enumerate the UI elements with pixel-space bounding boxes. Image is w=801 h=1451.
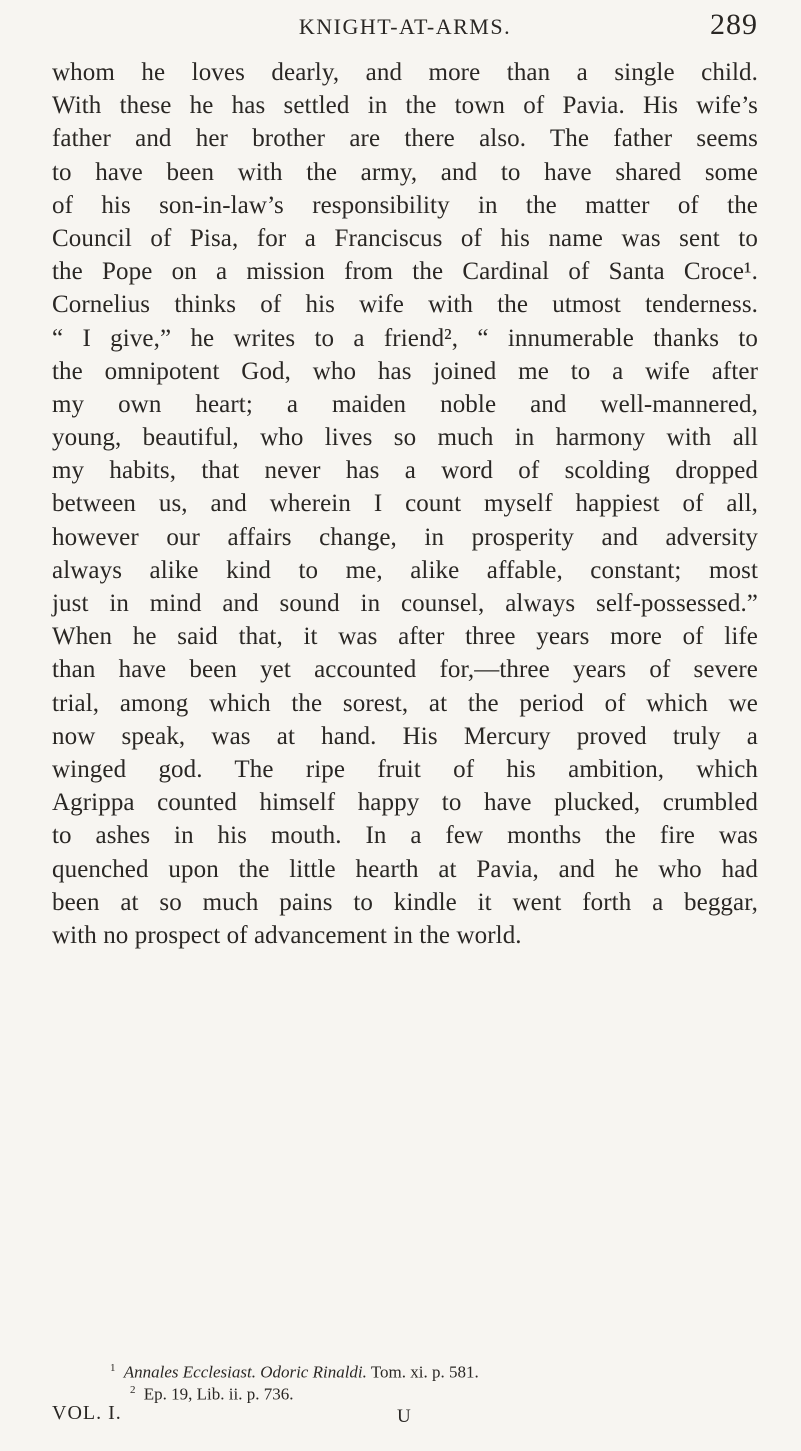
footnote-marker: 1: [110, 1362, 116, 1374]
running-head: [52, 8, 758, 40]
footnote-source: Annales Ecclesiast. Odoric Rinaldi.: [123, 1362, 367, 1382]
text-line: father and her brother are there also. The father seems: [52, 125, 758, 153]
text-line: now speak, was at hand. His Mercury proved truly a: [52, 722, 758, 750]
signature-mark: U: [397, 1406, 411, 1427]
text-line: With these he has settled in the town of Pavia. His wife’s: [52, 92, 758, 120]
text-line: to ashes in his mouth. In a few months the fire was: [52, 822, 758, 850]
text-line: young, beautiful, who lives so much in harmony with all: [52, 424, 758, 452]
text-line: than have been yet accounted for,—three years of severe: [52, 656, 758, 684]
text-line: quenched upon the little hearth at Pavia, and he who had: [52, 855, 758, 883]
footnote-marker: 2: [130, 1384, 136, 1396]
footnote-reference: Ep. 19, Lib. ii. p. 736.: [143, 1384, 294, 1404]
text-line: always alike kind to me, alike affable, constant; most: [52, 556, 758, 584]
text-line: however our affairs change, in prosperity and adversity: [52, 523, 758, 551]
footnote-1: [110, 1357, 750, 1382]
text-line: just in mind and sound in counsel, always self-possessed.”: [52, 590, 758, 617]
text-line: my habits, that never has a word of scolding dropped: [52, 457, 758, 485]
text-line: been at so much pains to kindle it went forth a beggar,: [52, 888, 758, 916]
footnote-reference: Tom. xi. p. 581.: [370, 1362, 479, 1382]
text-line: trial, among which the sorest, at the period of which we: [52, 689, 758, 717]
footnote-2: [110, 1379, 750, 1404]
text-line: the omnipotent God, who has joined me to a wife after: [52, 357, 758, 385]
text-line: Council of Pisa, for a Franciscus of his name was sent to: [52, 224, 758, 252]
text-line: of his son-in-law’s responsibility in the matter of the: [52, 191, 758, 219]
text-line: the Pope on a mission from the Cardinal of Santa Croce¹.: [52, 258, 758, 286]
volume-mark: VOL. I.: [52, 1402, 122, 1424]
text-line: with no prospect of advancement in the world.: [52, 921, 522, 949]
running-title: KNIGHT-AT-ARMS.: [298, 14, 512, 39]
text-line: “ I give,” he writes to a friend², “ innumerable thanks to: [52, 324, 758, 352]
text-line: Cornelius thinks of his wife with the utmost tenderness.: [52, 291, 758, 319]
text-line: whom he loves dearly, and more than a single child.: [52, 59, 758, 86]
text-line: between us, and wherein I count myself happiest of all,: [52, 490, 758, 518]
text-line: my own heart; a maiden noble and well-mannered,: [52, 390, 758, 418]
text-line: winged god. The ripe fruit of his ambition, which: [52, 755, 758, 783]
text-line: When he said that, it was after three years more of life: [52, 623, 758, 651]
page-number: 289: [710, 8, 758, 41]
text-line: Agrippa counted himself happy to have plucked, crumbled: [52, 789, 758, 817]
body-text: [52, 56, 758, 952]
footnotes: [110, 1357, 750, 1404]
page-footer: [52, 1402, 758, 1428]
text-line: to have been with the army, and to have shared some: [52, 158, 758, 186]
